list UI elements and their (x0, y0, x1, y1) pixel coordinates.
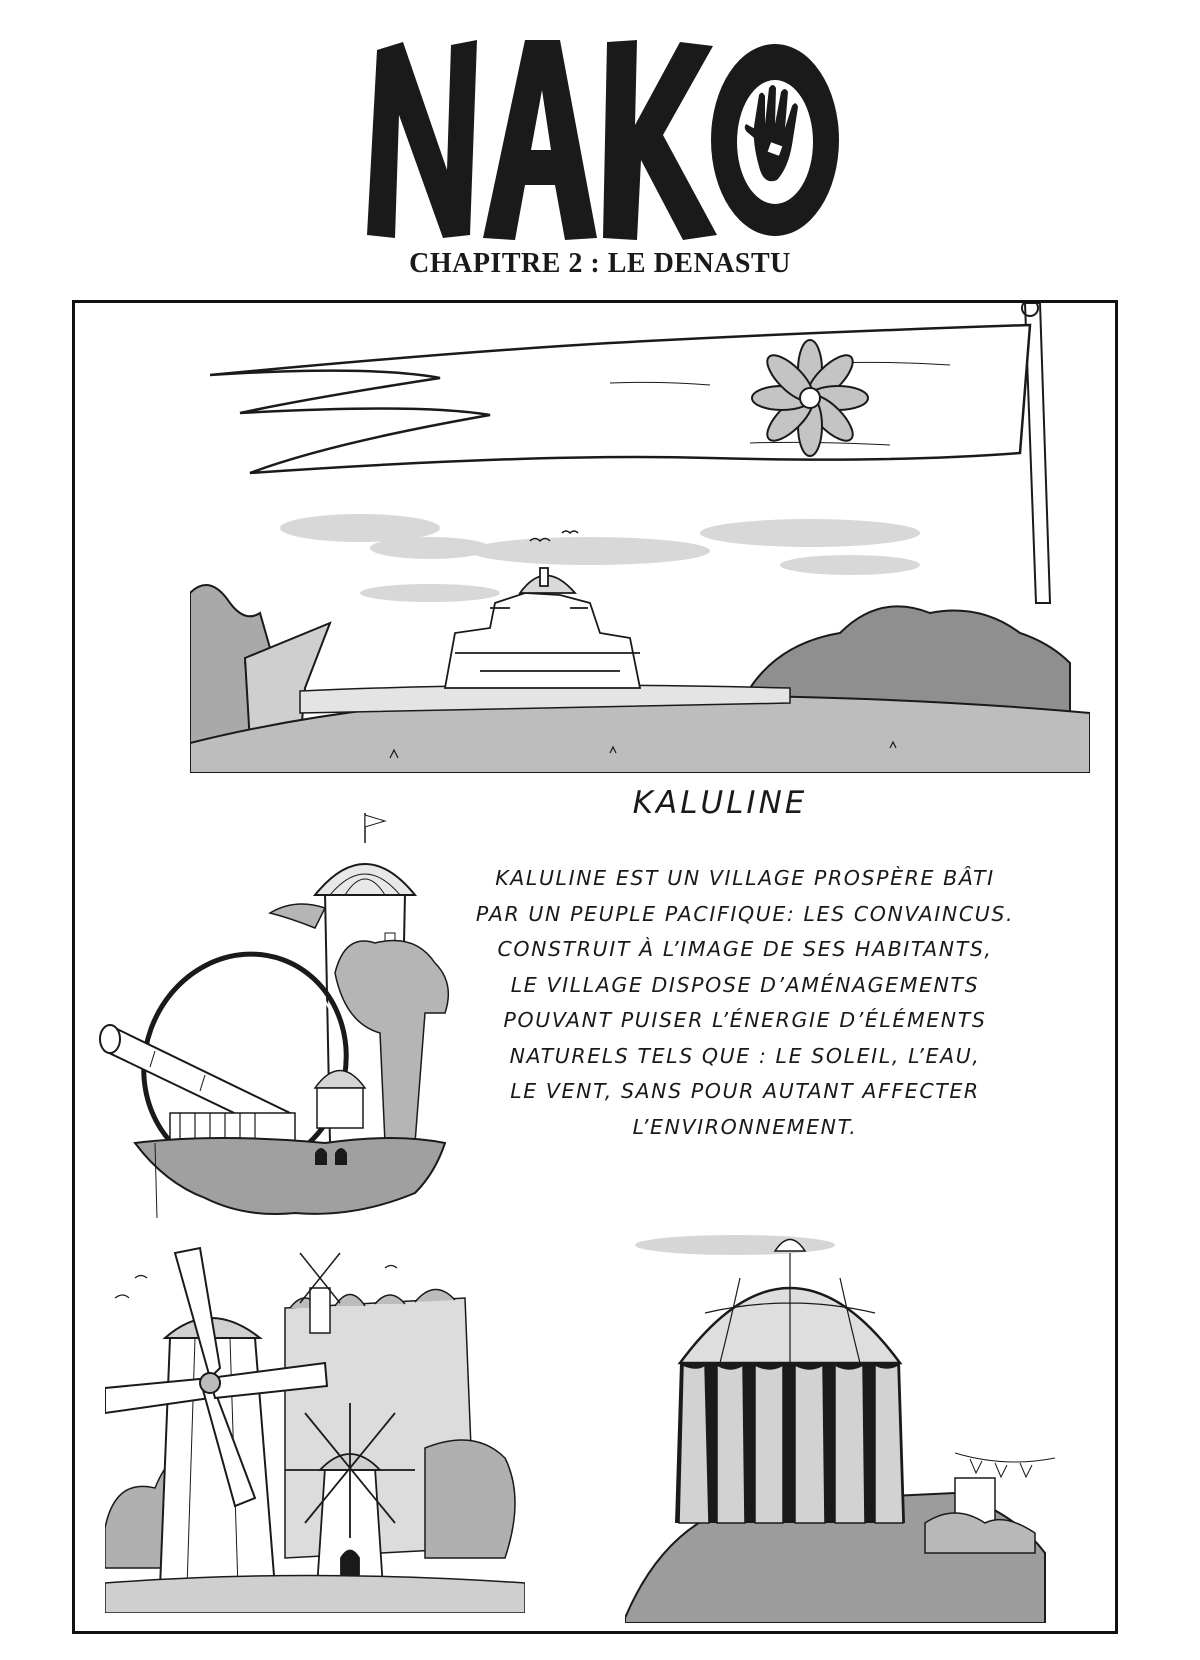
section-body (445, 861, 1045, 1145)
body-line: POUVANT PUISER L’ÉNERGIE D’ÉLÉMENTS (503, 1008, 987, 1032)
body-line: CONSTRUIT À L’IMAGE DE SES HABITANTS, (497, 937, 993, 961)
dome-rotunda-illustration (625, 1223, 1065, 1623)
body-line: PAR UN PEUPLE PACIFIQUE: LES CONVAINCUS. (475, 901, 1015, 926)
body-line: L’ENVIRONNEMENT. (632, 1114, 858, 1139)
section-heading: KALULINE (632, 785, 808, 821)
flag-landscape-illustration (190, 303, 1090, 773)
body-line: KALULINE EST UN VILLAGE PROSPÈRE BÂTI (495, 866, 995, 890)
chapter-title: CHAPITRE 2 : LE DENASTU (409, 248, 791, 279)
body-line: NATURELS TELS QUE : LE SOLEIL, L’EAU, (509, 1043, 981, 1068)
windmills-illustration (105, 1238, 525, 1613)
body-line: LE VILLAGE DISPOSE D’AMÉNAGEMENTS (510, 972, 980, 997)
comic-panel (72, 300, 1118, 1634)
body-line: LE VENT, SANS POUR AUTANT AFFECTER (510, 1079, 980, 1103)
handprint-icon (711, 44, 839, 236)
observatory-illustration (95, 813, 475, 1218)
nako-logo (355, 20, 845, 245)
